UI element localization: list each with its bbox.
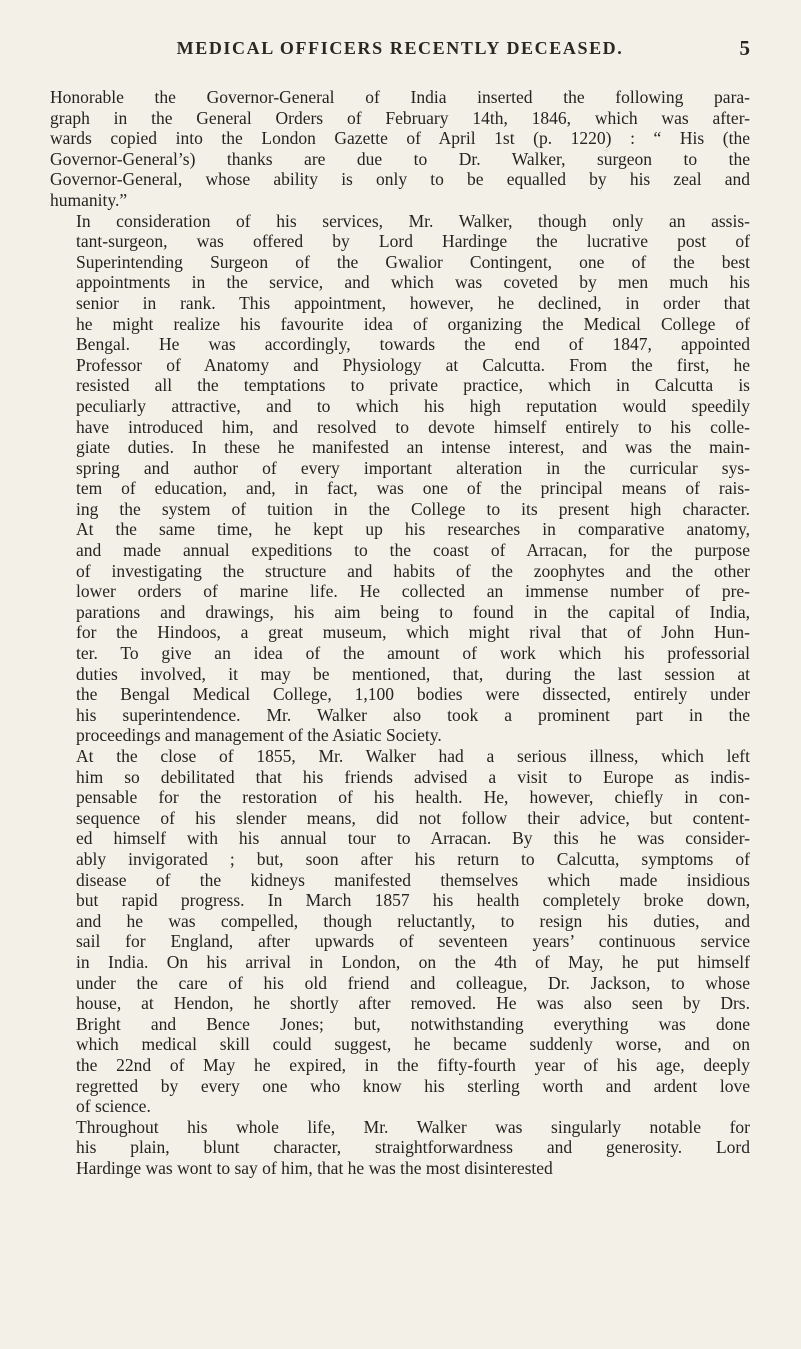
text-line: for the Hindoos, a great museum, which might rival that of John Hun- <box>76 622 750 643</box>
text-line: wards copied into the London Gazette of April 1st (p. 1220) : “ His (the <box>50 128 750 149</box>
text-line: disease of the kidneys manifested themselves which made insidious <box>76 869 750 890</box>
text-line: In consideration of his services, Mr. Walker, though only an assis- <box>76 210 750 231</box>
text-line: which medical skill could suggest, he became suddenly worse, and on <box>76 1034 750 1055</box>
text-line: ing the system of tuition in the College to its present high character. <box>76 498 750 519</box>
text-line: senior in rank. This appointment, however, he declined, in order that <box>76 292 750 313</box>
text-line: ter. To give an idea of the amount of work which his professorial <box>76 643 750 664</box>
text-line: the Bengal Medical College, 1,100 bodies were dissected, entirely under <box>76 684 750 705</box>
text-line: Professor of Anatomy and Physiology at Calcutta. From the first, he <box>76 354 750 375</box>
text-line: sequence of his slender means, did not follow their advice, but content- <box>76 807 750 828</box>
text-line: Throughout his whole life, Mr. Walker was singularly notable for <box>76 1116 750 1137</box>
text-line: and made annual expeditions to the coast of Arracan, for the purpose <box>76 540 750 561</box>
text-line: giate duties. In these he manifested an intense interest, and was the main- <box>76 437 750 458</box>
text-line: parations and drawings, his aim being to found in the capital of India, <box>76 601 750 622</box>
text-line: of science. <box>76 1096 151 1117</box>
text-line: duties involved, it may be mentioned, that, during the last session at <box>76 663 750 684</box>
text-line: At the close of 1855, Mr. Walker had a serious illness, which left <box>76 746 750 766</box>
text-line: Hardinge was wont to say of him, that he was the most disinterested <box>76 1157 553 1178</box>
text-line: Honorable the Governor-General of India inserted the following para- <box>50 87 750 107</box>
text-line: graph in the General Orders of February 14th, 1846, which was after- <box>50 107 750 128</box>
paragraph <box>50 1117 750 1179</box>
text-line: the 22nd of May he expired, in the fifty-fourth year of his age, deeply <box>76 1054 750 1075</box>
text-line: At the same time, he kept up his researches in comparative anatomy, <box>76 519 750 540</box>
text-line: humanity.” <box>50 189 128 210</box>
text-line: tem of education, and, in fact, was one of the principal means of rais- <box>76 478 750 499</box>
text-line: of investigating the structure and habits of the zoophytes and the other <box>76 560 750 581</box>
text-line: Bright and Bence Jones; but, notwithstanding everything was done <box>76 1013 750 1034</box>
text-line: in India. On his arrival in London, on the 4th of May, he put himself <box>76 951 750 972</box>
text-line: Governor-General’s) thanks are due to Dr. Walker, surgeon to the <box>50 148 750 169</box>
text-line: ably invigorated ; but, soon after his return to Calcutta, symptoms of <box>76 848 750 869</box>
text-line: he might realize his favourite idea of organizing the Medical College of <box>76 313 750 334</box>
text-line: lower orders of marine life. He collected an immense number of pre- <box>76 581 750 602</box>
text-line: Governor-General, whose ability is only to be equalled by his zeal and <box>50 169 750 190</box>
text-line: have introduced him, and resolved to devote himself entirely to his colle- <box>76 416 750 437</box>
text-line: proceedings and management of the Asiatic Society. <box>76 725 442 746</box>
text-line: house, at Hendon, he shortly after removed. He was also seen by Drs. <box>76 993 750 1014</box>
body-text <box>50 87 750 1178</box>
text-line: his plain, blunt character, straightforwardness and generosity. Lord <box>76 1137 750 1158</box>
paragraph <box>50 211 750 746</box>
text-line: ed himself with his annual tour to Arracan. By this he was consider- <box>76 828 750 849</box>
paragraph <box>50 746 750 1117</box>
text-line: but rapid progress. In March 1857 his health completely broke down, <box>76 890 750 911</box>
running-title: MEDICAL OFFICERS RECENTLY DECEASED. <box>176 38 624 58</box>
text-line: his superintendence. Mr. Walker also took a prominent part in the <box>76 704 750 725</box>
text-line: peculiarly attractive, and to which his high reputation would speedily <box>76 395 750 416</box>
text-line: and he was compelled, though reluctantly, to resign his duties, and <box>76 910 750 931</box>
text-line: tant-surgeon, was offered by Lord Hardinge the lucrative post of <box>76 231 750 252</box>
text-line: appointments in the service, and which was coveted by men much his <box>76 272 750 293</box>
text-line: Bengal. He was accordingly, towards the end of 1847, appointed <box>76 334 750 355</box>
paragraph <box>50 87 750 211</box>
running-head <box>50 38 750 64</box>
text-line: regretted by every one who know his sterling worth and ardent love <box>76 1075 750 1096</box>
text-line: under the care of his old friend and colleague, Dr. Jackson, to whose <box>76 972 750 993</box>
text-line: Superintending Surgeon of the Gwalior Contingent, one of the best <box>76 251 750 272</box>
text-line: sail for England, after upwards of seventeen years’ continuous service <box>76 931 750 952</box>
text-line: spring and author of every important alteration in the curricular sys- <box>76 457 750 478</box>
page-number: 5 <box>739 36 750 60</box>
text-line: pensable for the restoration of his health. He, however, chiefly in con- <box>76 787 750 808</box>
text-line: resisted all the temptations to private practice, which in Calcutta is <box>76 375 750 396</box>
text-line: him so debilitated that his friends advised a visit to Europe as indis- <box>76 766 750 787</box>
